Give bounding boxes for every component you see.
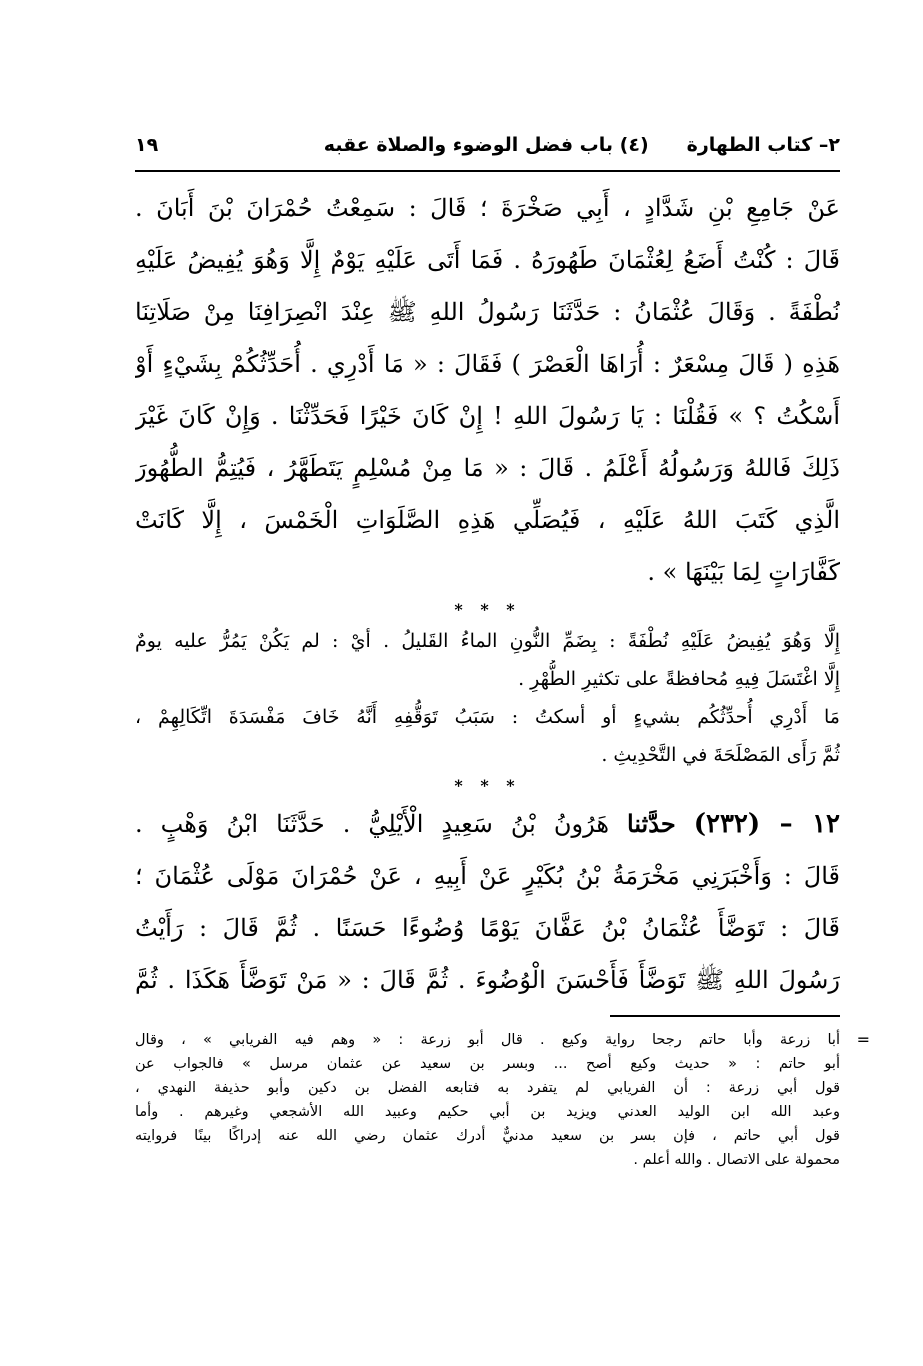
commentary-line: إِلَّا وَهُوَ يُفِيضُ عَلَيْهِ نُطْفَةً : بِضَمِّ النُّونِ الماءُ القَليلُ . أيْ : لم يَكُنْ يَمُرُّ عليه يومٌ bbox=[135, 630, 840, 652]
hadith-heading-line bbox=[135, 798, 840, 850]
text-line: هَذِهِ ( قَالَ مِسْعَرٌ : أُرَاهَا الْعَصْرَ ) فَقَالَ : « مَا أَدْرِي . أُحَدِّثُكُمْ بِشَيْءٍ أَوْ bbox=[135, 350, 840, 378]
footnote-line: قول أبي حاتم ، فإن بسر بن سعيد مدنيٌّ أدرك عثمان رضي الله عنه إدراكًا بينًا فروايته bbox=[135, 1128, 840, 1144]
footnote-continuation-marker: = bbox=[856, 1030, 870, 1049]
text-line: كَفَّارَاتٍ لِمَا بَيْنَهَا » . bbox=[647, 558, 840, 586]
footnote-line: وعبد الله ابن الوليد العدني ويزيد بن أبي حكيم وعبيد الله الأشجعي وغيرهم . وأما bbox=[135, 1104, 840, 1120]
section-separator: * * * bbox=[454, 600, 521, 619]
chapter-title: (٤) باب فضل الوضوء والصلاة عقبه bbox=[323, 134, 649, 156]
hadith-text: هَرُونُ بْنُ سَعِيدٍ الْأَيْلِيُّ . حَدَّثَنَا ابْنُ وَهْبٍ . bbox=[135, 810, 609, 838]
footnotes bbox=[135, 1028, 870, 1172]
section-separator: * * * bbox=[454, 776, 521, 795]
hadith-number: ١٢ – (٢٣٢) bbox=[693, 809, 840, 839]
footnote-line: أبا زرعة وأبا حاتم رجحا رواية وكيع . قال أبو زرعة : « وهم فيه الفريابي » ، وقال bbox=[135, 1032, 840, 1048]
hadith-opening: حدَّثنا bbox=[627, 809, 676, 838]
text-line: أَسْكُتُ ؟ » فَقُلْنَا : يَا رَسُولَ اللهِ ! إِنْ كَانَ خَيْرًا فَحَدِّثْنَا . وَإِنْ كَانَ غَيْرَ bbox=[135, 402, 840, 430]
text-line: الَّذِي كَتَبَ اللهُ عَلَيْهِ ، فَيُصَلِّي هَذِهِ الصَّلَوَاتِ الْخَمْسَ ، إِلَّا كَانَتْ bbox=[135, 506, 840, 534]
footnote-line: قول أبي زرعة : أن الفريابي لم يتفرد به فتابعه الفضل بن دكين وأبو حذيفة النهدي ، bbox=[135, 1080, 840, 1096]
text-line: ذَلِكَ فَاللهُ وَرَسُولُهُ أَعْلَمُ . قَالَ : « مَا مِنْ مُسْلِمٍ يَتَطَهَّرُ ، فَيُتِمُّ الطُّهُورَ bbox=[135, 454, 840, 482]
text-line: قَالَ : تَوَضَّأَ عُثْمَانُ بْنُ عَفَّانَ يَوْمًا وُضُوءًا حَسَنًا . ثُمَّ قَالَ : رَأَيْتُ bbox=[135, 914, 840, 942]
page-number: ١٩ bbox=[135, 134, 159, 156]
main-text bbox=[135, 182, 840, 1006]
commentary-line: ثُمَّ رَأَى المَصْلَحَةَ في التَّحْدِيثِ . bbox=[601, 744, 840, 766]
footnote-line: محمولة على الاتصال . والله أعلم . bbox=[633, 1152, 840, 1168]
book-title: ٢– كتاب الطهارة bbox=[686, 134, 840, 156]
text-line: عَنْ جَامِعِ بْنِ شَدَّادٍ ، أَبِي صَخْرَةَ ؛ قَالَ : سَمِعْتُ حُمْرَانَ بْنَ أَبَانَ . bbox=[135, 194, 840, 222]
book-page bbox=[135, 120, 870, 1270]
text-line: قَالَ : وَأَخْبَرَنِي مَخْرَمَةُ بْنُ بُكَيْرٍ عَنْ أَبِيهِ ، عَنْ حُمْرَانَ مَوْلَى عُثْمَانَ ؛ bbox=[135, 862, 840, 890]
footnote-line: أبو حاتم : « حديث وكيع أصح ... وبسر بن سعيد عن عثمان مرسل » فالجواب عن bbox=[135, 1056, 840, 1072]
text-line: رَسُولَ اللهِ ﷺ تَوَضَّأَ فَأَحْسَنَ الْوُضُوءَ . ثُمَّ قَالَ : « مَنْ تَوَضَّأَ هَكَذَا . ثُمَّ bbox=[135, 966, 840, 994]
commentary-line: مَا أَدْرِي أُحدِّثُكُم بشيءٍ أو أسكتُ : سَبَبُ تَوَقُّفِهِ أَنَّهُ خَافَ مَفْسَدَةَ اتِّكَالِهِمْ ، bbox=[135, 706, 840, 728]
commentary-line: إِلَّا اغْتَسَلَ فِيهِ مُحافظةً على تكثيرِ الطُّهْرِ . bbox=[518, 668, 840, 690]
text-line: قَالَ : كُنْتُ أَضَعُ لِعُثْمَانَ طَهُورَهُ . فَمَا أَتَى عَلَيْهِ يَوْمٌ إِلَّا وَهُوَ يُفِيضُ عَلَيْهِ bbox=[135, 246, 840, 274]
running-header bbox=[135, 120, 840, 172]
text-line: نُطْفَةً . وَقَالَ عُثْمَانُ : حَدَّثَنَا رَسُولُ اللهِ ﷺ عِنْدَ انْصِرَافِنَا مِنْ صَلَاتِنَا bbox=[135, 298, 840, 326]
footnote-rule bbox=[610, 1015, 840, 1017]
